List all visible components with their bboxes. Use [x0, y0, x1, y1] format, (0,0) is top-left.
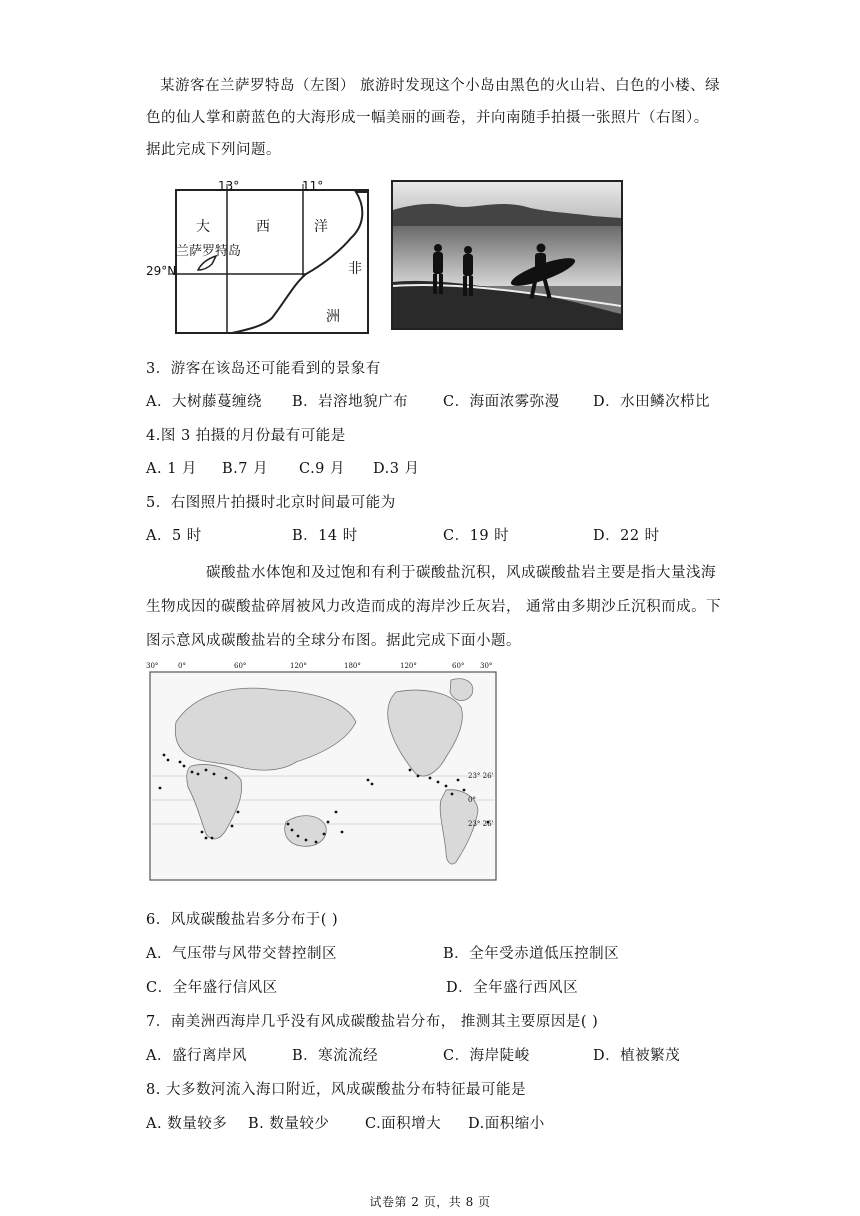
q4-option-a[interactable]: A. 1 月 [146, 461, 198, 477]
q8-option-a[interactable]: A. 数量较多 [146, 1116, 228, 1132]
q6-option-c[interactable]: C．全年盛行信风区 [146, 980, 278, 996]
q7-stem: 7．南美洲西海岸几乎没有风成碳酸盐岩分布， 推测其主要原因是( ) [146, 1014, 599, 1030]
lon-label-2: 0° [178, 662, 186, 670]
page-footer: 试卷第 2 页，共 8 页 [369, 1195, 491, 1209]
lat-label: 29°N [146, 264, 177, 278]
q7-option-b[interactable]: B．寒流流经 [292, 1048, 379, 1064]
q7-option-d[interactable]: D．植被繁茂 [593, 1048, 681, 1064]
q6-option-a[interactable]: A．气压带与风带交替控制区 [146, 946, 337, 962]
lat-label-equator: 0° [468, 796, 476, 804]
label-fei: 非 [348, 261, 362, 277]
lanzarote-map [146, 178, 374, 338]
lon-label-7: 60° [452, 662, 465, 670]
label-island: 兰萨罗特岛 [176, 244, 242, 259]
passage2-line-1: 碳酸盐水体饱和及过饱和有利于碳酸盐沉积，风成碳酸盐岩主要是指大量浅海 [206, 565, 716, 581]
q8-option-b[interactable]: B. 数量较少 [248, 1116, 330, 1132]
q7-option-c[interactable]: C．海岸陡峻 [443, 1048, 530, 1064]
lon-label-5: 180° [344, 662, 361, 670]
intro-line-2: 色的仙人掌和蔚蓝色的大海形成一幅美丽的画卷，并向南随手拍摄一张照片（右图）。 [146, 110, 709, 126]
intro-line-3: 据此完成下列问题。 [146, 142, 281, 158]
lat-label-north: 23° 26' [468, 772, 494, 780]
q5-option-b[interactable]: B．14 时 [292, 528, 358, 544]
q3-option-c[interactable]: C．海面浓雾弥漫 [443, 394, 560, 410]
lon-label-3: 60° [234, 662, 247, 670]
label-yang: 洋 [314, 219, 328, 235]
q3-stem: 3．游客在该岛还可能看到的景象有 [146, 361, 381, 377]
q8-option-c[interactable]: C.面积增大 [365, 1116, 442, 1132]
q3-option-b[interactable]: B．岩溶地貌广布 [292, 394, 409, 410]
q3-option-d[interactable]: D．水田鳞次栉比 [593, 394, 711, 410]
q4-stem: 4.图 3 拍摄的月份最有可能是 [146, 428, 346, 444]
lat-label-south: 23° 26' [468, 820, 494, 828]
label-zhou: 洲 [326, 309, 340, 325]
q5-option-c[interactable]: C．19 时 [443, 528, 510, 544]
q8-stem: 8. 大多数河流入海口附近，风成碳酸盐分布特征最可能是 [146, 1082, 526, 1098]
passage2-line-3: 图示意风成碳酸盐岩的全球分布图。据此完成下面小题。 [146, 633, 521, 649]
q6-stem: 6．风成碳酸盐岩多分布于( ) [146, 912, 339, 928]
q6-option-d[interactable]: D．全年盛行西风区 [446, 980, 579, 996]
world-distribution-map [146, 662, 498, 882]
lon-label-4: 120° [290, 662, 307, 670]
q7-option-a[interactable]: A．盛行离岸风 [146, 1048, 247, 1064]
beach-photo [391, 180, 623, 330]
q4-option-c[interactable]: C.9 月 [299, 461, 346, 477]
lon-label-1: 30° [146, 662, 159, 670]
intro-line-1: 某游客在兰萨罗特岛（左图） 旅游时发现这个小岛由黑色的火山岩、白色的小楼、绿 [160, 78, 721, 94]
q4-option-b[interactable]: B.7 月 [222, 461, 269, 477]
q4-option-d[interactable]: D.3 月 [373, 461, 420, 477]
lon-right-label: 11° [302, 179, 324, 193]
q6-option-b[interactable]: B．全年受赤道低压控制区 [443, 946, 620, 962]
lon-left-label: 13° [218, 179, 240, 193]
label-da: 大 [196, 219, 210, 235]
q5-stem: 5．右图照片拍摄时北京时间最可能为 [146, 495, 396, 511]
q3-option-a[interactable]: A．大树藤蔓缠绕 [146, 394, 262, 410]
q5-option-a[interactable]: A．5 时 [146, 528, 202, 544]
q5-option-d[interactable]: D．22 时 [593, 528, 660, 544]
q8-option-d[interactable]: D.面积缩小 [468, 1116, 545, 1132]
label-xi: 西 [256, 219, 270, 235]
passage2-line-2: 生物成因的碳酸盐碎屑被风力改造而成的海岸沙丘灰岩， 通常由多期沙丘沉积而成。下 [146, 599, 722, 615]
lon-label-6: 120° [400, 662, 417, 670]
lon-label-8: 30° [480, 662, 493, 670]
